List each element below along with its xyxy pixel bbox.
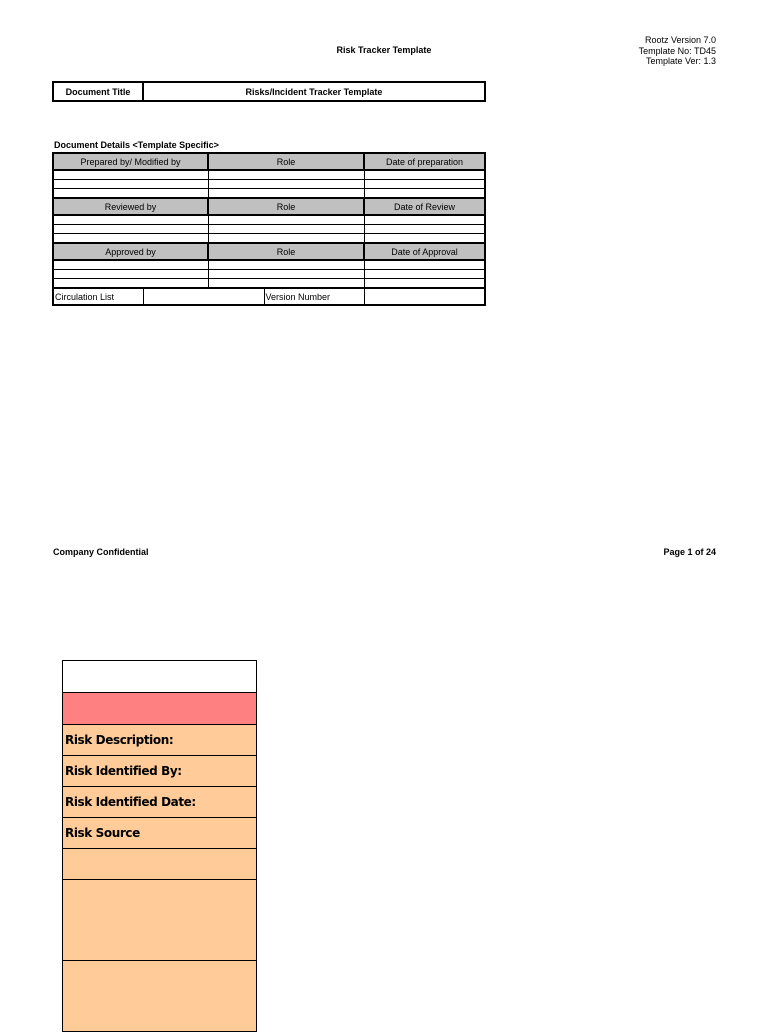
input-cell[interactable] — [364, 215, 485, 225]
approved-role-header: Role — [208, 243, 364, 260]
approved-by-header: Approved by — [53, 243, 208, 260]
date-of-preparation-header: Date of preparation — [364, 153, 485, 170]
template-version-block — [639, 35, 716, 67]
risk-description-label: Risk Description: — [63, 725, 256, 756]
input-cell[interactable] — [53, 215, 208, 225]
input-cell[interactable] — [364, 270, 485, 279]
document-title-label: Document Title — [53, 82, 143, 101]
footer-page-number: Page 1 of 24 — [663, 547, 716, 557]
input-cell[interactable] — [364, 260, 485, 270]
risk-card-empty-cell[interactable] — [63, 849, 256, 880]
risk-card-tall-cell[interactable] — [63, 880, 256, 961]
circulation-list-label: Circulation List — [53, 288, 143, 305]
input-cell[interactable] — [208, 215, 364, 225]
risk-card-tall-cell[interactable] — [63, 961, 256, 1031]
input-cell[interactable] — [208, 270, 364, 279]
circulation-list-input[interactable] — [143, 288, 264, 305]
input-cell[interactable] — [208, 180, 364, 189]
risk-card-blank-cell[interactable] — [63, 661, 256, 693]
rootz-version: Rootz Version 7.0 — [644, 35, 716, 45]
input-cell[interactable] — [364, 279, 485, 289]
prepared-by-header: Prepared by/ Modified by — [53, 153, 208, 170]
footer-confidential: Company Confidential — [53, 547, 149, 557]
reviewed-by-header: Reviewed by — [53, 198, 208, 215]
risk-source-label: Risk Source — [63, 818, 256, 849]
input-cell[interactable] — [53, 234, 208, 244]
input-cell[interactable] — [53, 225, 208, 234]
template-number: Template No: TD45 — [638, 45, 716, 56]
risk-identified-by-label: Risk Identified By: — [63, 756, 256, 787]
template-version: Template Ver: 1.3 — [645, 56, 716, 66]
input-cell[interactable] — [364, 189, 485, 199]
date-of-approval-header: Date of Approval — [364, 243, 485, 260]
input-cell[interactable] — [364, 170, 485, 180]
input-cell[interactable] — [208, 225, 364, 234]
input-cell[interactable] — [53, 189, 208, 199]
risk-card-header-cell[interactable] — [63, 693, 256, 725]
input-cell[interactable] — [208, 234, 364, 244]
input-cell[interactable] — [208, 170, 364, 180]
document-details-caption: Document Details <Template Specific> — [54, 140, 219, 150]
document-title-value[interactable]: Risks/Incident Tracker Template — [143, 82, 485, 101]
page-title: Risk Tracker Template — [336, 45, 432, 55]
date-of-review-header: Date of Review — [364, 198, 485, 215]
reviewed-role-header: Role — [208, 198, 364, 215]
input-cell[interactable] — [53, 170, 208, 180]
input-cell[interactable] — [53, 279, 208, 289]
document-details-table — [52, 152, 486, 306]
input-cell[interactable] — [364, 234, 485, 244]
input-cell[interactable] — [208, 189, 364, 199]
version-number-label: Version Number — [264, 288, 364, 305]
prepared-role-header: Role — [208, 153, 364, 170]
risk-identified-date-label: Risk Identified Date: — [63, 787, 256, 818]
input-cell[interactable] — [364, 180, 485, 189]
input-cell[interactable] — [53, 260, 208, 270]
input-cell[interactable] — [208, 260, 364, 270]
input-cell[interactable] — [53, 270, 208, 279]
document-title-table — [52, 81, 486, 102]
input-cell[interactable] — [53, 180, 208, 189]
version-number-input[interactable] — [364, 288, 485, 305]
input-cell[interactable] — [208, 279, 364, 289]
input-cell[interactable] — [364, 225, 485, 234]
risk-card — [62, 660, 257, 1032]
